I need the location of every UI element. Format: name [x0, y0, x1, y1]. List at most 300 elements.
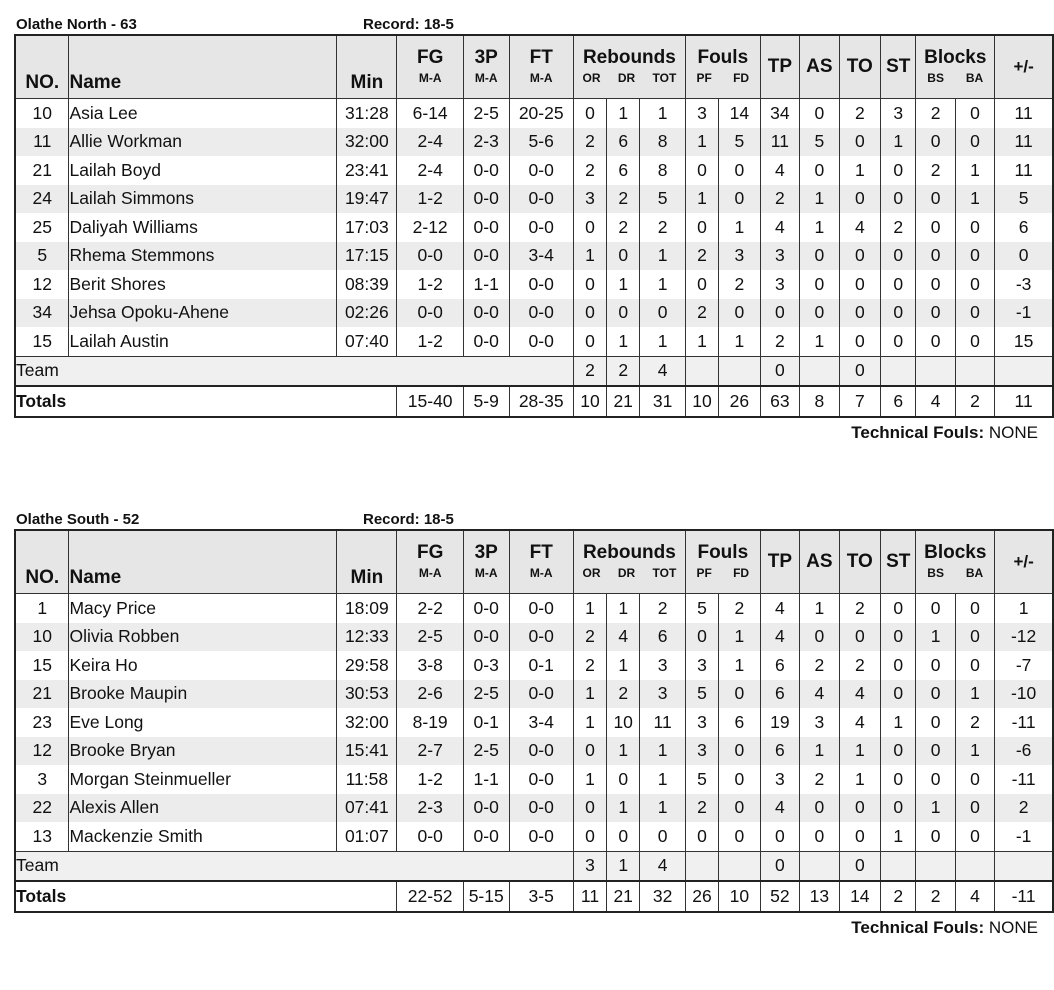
stat-ba: 0 [955, 128, 994, 157]
stat-fg: 2-4 [397, 156, 463, 185]
stat-st: 0 [881, 327, 916, 356]
stat-st: 0 [881, 270, 916, 299]
stat-p3: 2-3 [463, 128, 509, 157]
stat-fg: 8-19 [397, 708, 463, 737]
stat-dr: 6 [607, 156, 640, 185]
stat-bs: 0 [916, 270, 955, 299]
stat-p3: 0-0 [463, 327, 509, 356]
stat-as: 0 [800, 623, 839, 652]
empty-cell [955, 356, 994, 386]
player-number: 12 [15, 270, 69, 299]
stat-fd: 2 [719, 594, 761, 623]
stat-ba: 0 [955, 299, 994, 328]
stat-pm: -6 [995, 737, 1053, 766]
stat-min: 11:58 [337, 765, 397, 794]
totals-row [15, 881, 1053, 912]
total-ft: 28-35 [509, 386, 573, 417]
stat-tot: 2 [640, 594, 686, 623]
empty-cell [955, 851, 994, 881]
team-stat-to: 0 [839, 356, 881, 386]
team-stat-tp: 0 [760, 356, 799, 386]
team-row-label: Team [15, 851, 573, 881]
col-header-st: ST [881, 530, 916, 594]
stat-pm: 11 [995, 99, 1053, 128]
player-row [15, 213, 1053, 242]
col-header-rebounds: Rebounds OR DR TOT [573, 530, 685, 594]
stat-min: 23:41 [337, 156, 397, 185]
stat-to: 0 [839, 623, 881, 652]
player-name: Lailah Austin [69, 327, 337, 356]
col-header-name: Name [69, 530, 337, 594]
stat-tp: 34 [760, 99, 799, 128]
col-header-no: NO. [15, 530, 69, 594]
stat-min: 32:00 [337, 128, 397, 157]
stat-tot: 0 [640, 299, 686, 328]
total-to: 7 [839, 386, 881, 417]
stat-fd: 2 [719, 270, 761, 299]
total-p3: 5-15 [463, 881, 509, 912]
stat-fg: 1-2 [397, 185, 463, 214]
total-as: 8 [800, 386, 839, 417]
stat-to: 0 [839, 822, 881, 851]
stat-or: 0 [573, 794, 606, 823]
player-row [15, 680, 1053, 709]
player-row [15, 156, 1053, 185]
stat-fg: 2-3 [397, 794, 463, 823]
stat-as: 4 [800, 680, 839, 709]
stat-or: 0 [573, 99, 606, 128]
stat-to: 0 [839, 327, 881, 356]
stat-p3: 1-1 [463, 765, 509, 794]
stat-dr: 1 [607, 794, 640, 823]
stat-ba: 0 [955, 594, 994, 623]
player-row [15, 765, 1053, 794]
stat-ft: 0-0 [509, 737, 573, 766]
stat-pf: 0 [685, 156, 718, 185]
stat-as: 0 [800, 299, 839, 328]
totals-label: Totals [15, 881, 397, 912]
total-tot: 32 [640, 881, 686, 912]
stat-dr: 10 [607, 708, 640, 737]
stat-tp: 19 [760, 708, 799, 737]
stat-pm: -7 [995, 651, 1053, 680]
player-row [15, 651, 1053, 680]
stat-pf: 1 [685, 327, 718, 356]
col-header-3p: 3P M-A [463, 35, 509, 99]
stat-fd: 0 [719, 299, 761, 328]
stat-tot: 1 [640, 99, 686, 128]
stat-pf: 0 [685, 270, 718, 299]
stat-dr: 4 [607, 623, 640, 652]
stat-dr: 6 [607, 128, 640, 157]
stat-ba: 0 [955, 99, 994, 128]
header-row [15, 35, 1053, 99]
stat-ba: 1 [955, 737, 994, 766]
player-number: 11 [15, 128, 69, 157]
stat-min: 18:09 [337, 594, 397, 623]
total-fg: 15-40 [397, 386, 463, 417]
player-row [15, 708, 1053, 737]
player-number: 34 [15, 299, 69, 328]
stat-st: 0 [881, 623, 916, 652]
stat-min: 17:03 [337, 213, 397, 242]
stat-pf: 2 [685, 794, 718, 823]
player-number: 15 [15, 327, 69, 356]
stat-pf: 1 [685, 185, 718, 214]
empty-cell [995, 356, 1053, 386]
stat-fd: 1 [719, 623, 761, 652]
stat-to: 0 [839, 242, 881, 271]
stat-st: 1 [881, 708, 916, 737]
col-header-tp: TP [760, 530, 799, 594]
stat-p3: 0-3 [463, 651, 509, 680]
stat-tot: 3 [640, 651, 686, 680]
stat-bs: 0 [916, 680, 955, 709]
stat-ft: 0-0 [509, 185, 573, 214]
team-box-score [14, 507, 1054, 937]
player-number: 12 [15, 737, 69, 766]
total-or: 10 [573, 386, 606, 417]
stat-dr: 2 [607, 185, 640, 214]
stat-tp: 11 [760, 128, 799, 157]
total-st: 2 [881, 881, 916, 912]
player-row [15, 270, 1053, 299]
col-header-as: AS [800, 530, 839, 594]
stat-fg: 0-0 [397, 242, 463, 271]
technical-fouls-value: NONE [988, 918, 1038, 937]
stat-bs: 0 [916, 708, 955, 737]
player-name: Jehsa Opoku-Ahene [69, 299, 337, 328]
stat-st: 0 [881, 680, 916, 709]
player-name: Lailah Simmons [69, 185, 337, 214]
stat-dr: 2 [607, 680, 640, 709]
team-record: Record: 18-5 [363, 16, 454, 33]
stat-pf: 0 [685, 213, 718, 242]
stat-ba: 0 [955, 242, 994, 271]
player-row [15, 737, 1053, 766]
stat-ft: 3-4 [509, 242, 573, 271]
col-header-fg: FG M-A [397, 530, 463, 594]
stat-tp: 4 [760, 156, 799, 185]
stat-fd: 1 [719, 327, 761, 356]
stat-tot: 1 [640, 327, 686, 356]
stat-tp: 6 [760, 737, 799, 766]
stat-fd: 5 [719, 128, 761, 157]
stat-bs: 0 [916, 213, 955, 242]
stat-fd: 0 [719, 680, 761, 709]
total-bs: 4 [916, 386, 955, 417]
col-header-ft: FT M-A [509, 530, 573, 594]
total-fd: 10 [719, 881, 761, 912]
stat-st: 0 [881, 737, 916, 766]
stat-pm: -10 [995, 680, 1053, 709]
team-stat-tot: 4 [640, 356, 686, 386]
stat-tot: 3 [640, 680, 686, 709]
player-name: Daliyah Williams [69, 213, 337, 242]
team-header [14, 12, 1054, 34]
total-fg: 22-52 [397, 881, 463, 912]
stat-min: 32:00 [337, 708, 397, 737]
stat-p3: 0-0 [463, 213, 509, 242]
stat-bs: 0 [916, 299, 955, 328]
stat-tp: 6 [760, 651, 799, 680]
stat-or: 1 [573, 594, 606, 623]
stat-tp: 3 [760, 242, 799, 271]
stat-dr: 0 [607, 765, 640, 794]
stat-pf: 3 [685, 651, 718, 680]
stat-ft: 0-0 [509, 327, 573, 356]
stat-pm: -1 [995, 299, 1053, 328]
stat-min: 30:53 [337, 680, 397, 709]
stat-ft: 3-4 [509, 708, 573, 737]
stat-to: 0 [839, 128, 881, 157]
team-record: Record: 18-5 [363, 511, 454, 528]
col-header-rebounds: Rebounds OR DR TOT [573, 35, 685, 99]
stat-ft: 20-25 [509, 99, 573, 128]
stat-fg: 0-0 [397, 299, 463, 328]
total-pm: -11 [995, 881, 1053, 912]
stat-st: 0 [881, 185, 916, 214]
stat-st: 1 [881, 822, 916, 851]
stat-or: 1 [573, 242, 606, 271]
stat-st: 3 [881, 99, 916, 128]
stat-min: 15:41 [337, 737, 397, 766]
player-number: 5 [15, 242, 69, 271]
stat-p3: 0-0 [463, 594, 509, 623]
stat-ft: 5-6 [509, 128, 573, 157]
team-stat-or: 3 [573, 851, 606, 881]
stat-pm: 5 [995, 185, 1053, 214]
stat-as: 1 [800, 327, 839, 356]
stat-bs: 0 [916, 128, 955, 157]
stat-tp: 2 [760, 185, 799, 214]
stat-ft: 0-0 [509, 299, 573, 328]
stat-or: 0 [573, 327, 606, 356]
stat-as: 2 [800, 651, 839, 680]
stat-or: 2 [573, 651, 606, 680]
header-row [15, 530, 1053, 594]
stat-tp: 2 [760, 327, 799, 356]
stat-fg: 1-2 [397, 270, 463, 299]
player-name: Morgan Steinmueller [69, 765, 337, 794]
stat-tot: 8 [640, 128, 686, 157]
stat-as: 1 [800, 213, 839, 242]
total-pf: 10 [685, 386, 718, 417]
stat-or: 1 [573, 765, 606, 794]
technical-fouls-value: NONE [988, 423, 1038, 442]
stat-st: 0 [881, 156, 916, 185]
stat-tot: 1 [640, 242, 686, 271]
empty-cell [800, 851, 839, 881]
stat-to: 4 [839, 708, 881, 737]
stat-or: 2 [573, 128, 606, 157]
player-number: 1 [15, 594, 69, 623]
stat-ft: 0-1 [509, 651, 573, 680]
stat-ft: 0-0 [509, 680, 573, 709]
stat-p3: 0-0 [463, 794, 509, 823]
player-row [15, 299, 1053, 328]
stat-min: 17:15 [337, 242, 397, 271]
stat-or: 0 [573, 822, 606, 851]
stat-ft: 0-0 [509, 822, 573, 851]
stat-p3: 0-0 [463, 299, 509, 328]
col-header-to: TO [839, 530, 881, 594]
player-number: 24 [15, 185, 69, 214]
stat-bs: 0 [916, 594, 955, 623]
stat-ft: 0-0 [509, 213, 573, 242]
stat-to: 2 [839, 651, 881, 680]
empty-cell [916, 851, 955, 881]
col-header-plus-minus: +/- [995, 35, 1053, 99]
stat-ba: 0 [955, 765, 994, 794]
stat-pf: 2 [685, 242, 718, 271]
stat-p3: 0-0 [463, 623, 509, 652]
stat-pm: 2 [995, 794, 1053, 823]
empty-cell [916, 356, 955, 386]
stat-as: 0 [800, 99, 839, 128]
player-number: 10 [15, 99, 69, 128]
total-ba: 4 [955, 881, 994, 912]
player-name: Macy Price [69, 594, 337, 623]
team-header [14, 507, 1054, 529]
player-row [15, 623, 1053, 652]
col-header-no: NO. [15, 35, 69, 99]
player-row [15, 822, 1053, 851]
stat-fd: 0 [719, 185, 761, 214]
stat-pm: 11 [995, 156, 1053, 185]
stat-ba: 0 [955, 213, 994, 242]
stat-as: 0 [800, 794, 839, 823]
stat-ba: 0 [955, 270, 994, 299]
stat-pf: 1 [685, 128, 718, 157]
stat-tp: 6 [760, 680, 799, 709]
empty-cell [881, 851, 916, 881]
col-header-to: TO [839, 35, 881, 99]
player-number: 25 [15, 213, 69, 242]
stat-pm: -11 [995, 708, 1053, 737]
stat-pm: 0 [995, 242, 1053, 271]
player-name: Brooke Maupin [69, 680, 337, 709]
total-or: 11 [573, 881, 606, 912]
stat-fg: 2-4 [397, 128, 463, 157]
stat-ba: 0 [955, 822, 994, 851]
col-header-fouls: Fouls PF FD [685, 35, 760, 99]
col-header-blocks: Blocks BS BA [916, 35, 995, 99]
stat-fd: 0 [719, 156, 761, 185]
stat-fg: 2-12 [397, 213, 463, 242]
col-header-plus-minus: +/- [995, 530, 1053, 594]
stat-tot: 1 [640, 765, 686, 794]
stat-as: 1 [800, 185, 839, 214]
stat-pf: 5 [685, 680, 718, 709]
player-name: Asia Lee [69, 99, 337, 128]
stat-fg: 1-2 [397, 327, 463, 356]
stat-tot: 2 [640, 213, 686, 242]
stat-min: 12:33 [337, 623, 397, 652]
stat-to: 0 [839, 185, 881, 214]
stat-dr: 1 [607, 327, 640, 356]
col-header-st: ST [881, 35, 916, 99]
total-dr: 21 [607, 881, 640, 912]
total-ft: 3-5 [509, 881, 573, 912]
stat-as: 1 [800, 737, 839, 766]
player-number: 22 [15, 794, 69, 823]
col-header-tp: TP [760, 35, 799, 99]
stat-tot: 0 [640, 822, 686, 851]
player-row [15, 128, 1053, 157]
stat-bs: 0 [916, 327, 955, 356]
col-header-blocks: Blocks BS BA [916, 530, 995, 594]
player-row [15, 185, 1053, 214]
col-header-min: Min [337, 35, 397, 99]
total-tp: 52 [760, 881, 799, 912]
stat-pm: -11 [995, 765, 1053, 794]
stat-tp: 3 [760, 765, 799, 794]
stat-pm: 11 [995, 128, 1053, 157]
stat-tot: 1 [640, 270, 686, 299]
total-pm: 11 [995, 386, 1053, 417]
stat-or: 2 [573, 156, 606, 185]
stat-pf: 5 [685, 594, 718, 623]
stat-or: 0 [573, 737, 606, 766]
player-number: 21 [15, 156, 69, 185]
stat-dr: 0 [607, 299, 640, 328]
stat-to: 0 [839, 270, 881, 299]
team-row-label: Team [15, 356, 573, 386]
stat-fg: 2-7 [397, 737, 463, 766]
stat-or: 1 [573, 708, 606, 737]
stat-fd: 0 [719, 822, 761, 851]
stat-ba: 1 [955, 156, 994, 185]
player-number: 13 [15, 822, 69, 851]
stat-dr: 0 [607, 822, 640, 851]
stat-pm: 6 [995, 213, 1053, 242]
player-name: Rhema Stemmons [69, 242, 337, 271]
player-number: 21 [15, 680, 69, 709]
stat-dr: 2 [607, 213, 640, 242]
technical-fouls-label: Technical Fouls: [851, 423, 985, 442]
stat-tot: 11 [640, 708, 686, 737]
col-header-min: Min [337, 530, 397, 594]
player-number: 10 [15, 623, 69, 652]
stat-fg: 6-14 [397, 99, 463, 128]
stat-fd: 1 [719, 213, 761, 242]
stat-to: 2 [839, 99, 881, 128]
stat-as: 3 [800, 708, 839, 737]
empty-cell [685, 356, 718, 386]
stat-ft: 0-0 [509, 794, 573, 823]
stat-fd: 1 [719, 651, 761, 680]
stat-pm: 15 [995, 327, 1053, 356]
technical-fouls [851, 423, 1038, 443]
stat-ba: 0 [955, 327, 994, 356]
player-row [15, 99, 1053, 128]
stat-dr: 1 [607, 651, 640, 680]
stat-ft: 0-0 [509, 156, 573, 185]
player-name: Allie Workman [69, 128, 337, 157]
stat-ft: 0-0 [509, 623, 573, 652]
team-row [15, 851, 1053, 881]
empty-cell [995, 851, 1053, 881]
col-header-fg: FG M-A [397, 35, 463, 99]
stat-or: 3 [573, 185, 606, 214]
stat-dr: 0 [607, 242, 640, 271]
team-name: Olathe North - 63 [16, 16, 137, 33]
stat-pf: 2 [685, 299, 718, 328]
stat-bs: 2 [916, 156, 955, 185]
stat-pm: -1 [995, 822, 1053, 851]
team-row [15, 356, 1053, 386]
